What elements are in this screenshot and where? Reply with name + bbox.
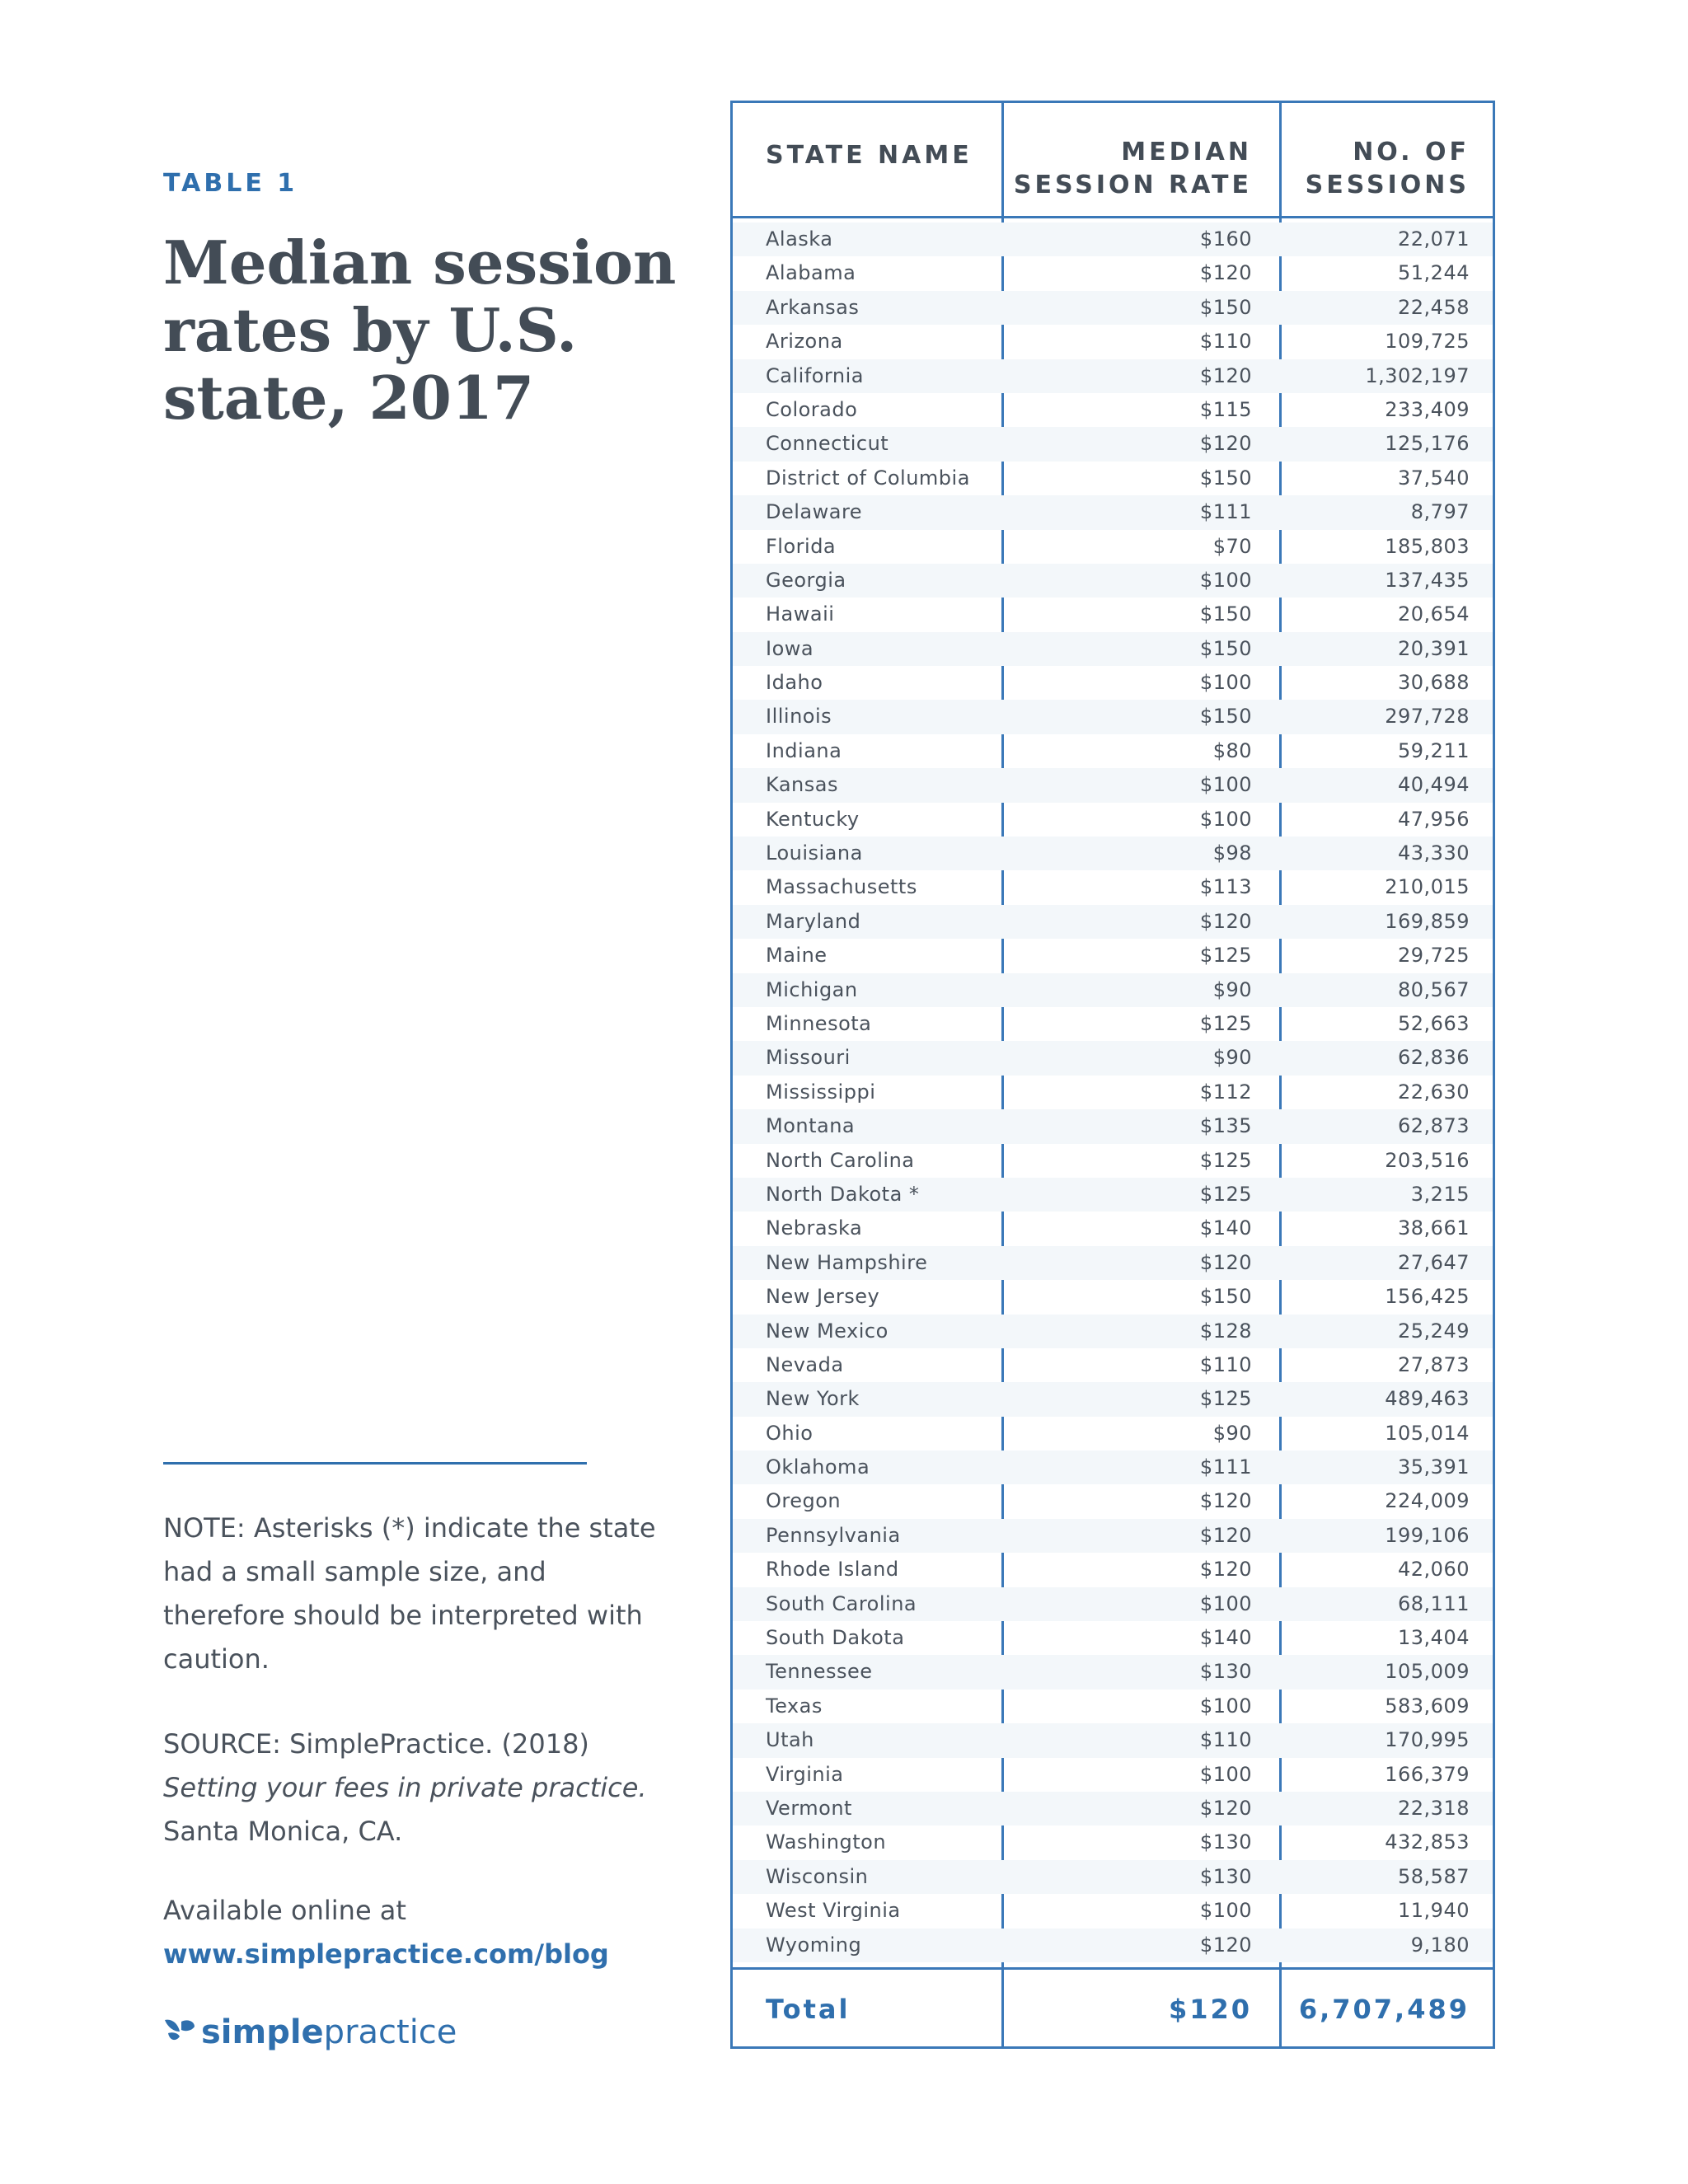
online-availability [163,1889,691,1976]
state-name-cell: Colorado [766,397,858,421]
median-rate-cell: $120 [1199,1489,1252,1513]
total-median-rate: $120 [1168,1994,1252,2025]
median-rate-cell: $120 [1199,432,1252,456]
median-rate-cell: $110 [1199,1728,1252,1752]
median-rate-cell: $100 [1199,1694,1252,1718]
state-name-cell: Michigan [766,977,858,1001]
table-row [733,1621,1493,1655]
median-rate-cell: $100 [1199,1762,1252,1786]
state-name-cell: Nebraska [766,1216,863,1240]
median-rate-cell: $135 [1199,1114,1252,1138]
table-header [733,103,1493,218]
sessions-cell: 3,215 [1410,1182,1470,1206]
sessions-cell: 105,009 [1385,1660,1470,1684]
state-name-cell: Nevada [766,1352,844,1376]
state-name-cell: Mississippi [766,1080,876,1104]
table-row [733,700,1493,733]
table-row [733,291,1493,325]
state-name-cell: Alaska [766,227,833,251]
sessions-cell: 1,302,197 [1365,363,1470,387]
median-rate-cell: $110 [1199,1352,1252,1376]
table-row [733,1587,1493,1621]
sessions-cell: 185,803 [1385,534,1470,558]
state-name-cell: New York [766,1387,860,1411]
median-rate-cell: $150 [1199,602,1252,626]
table-row [733,1246,1493,1280]
median-rate-cell: $120 [1199,1250,1252,1274]
page-title: Median session rates by U.S. state, 2017 [163,227,677,433]
table-row [733,1655,1493,1689]
median-rate-cell: $125 [1199,944,1252,968]
table-row [733,393,1493,427]
sessions-cell: 25,249 [1398,1319,1470,1343]
table-row [733,1109,1493,1143]
sessions-cell: 489,463 [1385,1387,1470,1411]
sessions-cell: 52,663 [1398,1011,1470,1035]
sessions-cell: 199,106 [1385,1523,1470,1547]
median-rate-cell: $120 [1199,1523,1252,1547]
table-row [733,1212,1493,1245]
table-row [733,1382,1493,1416]
blog-link[interactable]: www.simplepractice.com/blog [163,1938,609,1970]
state-name-cell: Vermont [766,1796,852,1820]
table-row [733,223,1493,256]
table-total-row [733,1967,1493,2049]
sessions-cell: 80,567 [1398,977,1470,1001]
median-rate-cell: $110 [1199,330,1252,354]
sessions-cell: 20,654 [1398,602,1470,626]
sessions-cell: 35,391 [1398,1455,1470,1479]
table-row [733,1451,1493,1484]
state-name-cell: South Dakota [766,1626,905,1650]
median-rate-cell: $120 [1199,363,1252,387]
median-rate-cell: $130 [1199,1864,1252,1888]
state-name-cell: Oregon [766,1489,842,1513]
table-row [733,325,1493,359]
table-body [733,223,1493,1962]
table-row [733,1007,1493,1041]
median-rate-cell: $120 [1199,1933,1252,1957]
table-row [733,1519,1493,1553]
state-name-cell: Texas [766,1694,823,1718]
table-row [733,1484,1493,1518]
median-rate-cell: $125 [1199,1148,1252,1172]
median-rate-cell: $90 [1212,977,1252,1001]
sessions-cell: 62,836 [1398,1046,1470,1070]
table-row [733,939,1493,972]
median-rate-cell: $150 [1199,466,1252,490]
table-row [733,666,1493,700]
table-label: TABLE 1 [163,169,298,198]
session-rates-table [730,101,1495,2049]
state-name-cell: Wisconsin [766,1864,869,1888]
table-row [733,734,1493,768]
state-name-cell: Georgia [766,568,846,592]
header-state-name: STATE NAME [766,141,973,170]
table-row [733,973,1493,1007]
state-name-cell: Virginia [766,1762,844,1786]
median-rate-cell: $150 [1199,1285,1252,1309]
table-row [733,256,1493,290]
sessions-cell: 224,009 [1385,1489,1470,1513]
sessions-cell: 43,330 [1398,841,1470,865]
sessions-cell: 42,060 [1398,1558,1470,1582]
state-name-cell: Maine [766,944,828,968]
table-row [733,632,1493,666]
state-name-cell: Tennessee [766,1660,873,1684]
state-name-cell: Rhode Island [766,1558,899,1582]
table-row [733,1758,1493,1792]
median-rate-cell: $98 [1212,841,1252,865]
median-rate-cell: $150 [1199,295,1252,319]
table-row [733,495,1493,529]
table-row [733,1315,1493,1348]
table-row [733,1076,1493,1109]
state-name-cell: Montana [766,1114,856,1138]
sessions-cell: 22,630 [1398,1080,1470,1104]
note-text: NOTE: Asterisks (*) indicate the state had a small sample size, and therefore should be interpreted with caution. [163,1512,656,1675]
sidebar-panel [0,0,725,2184]
state-name-cell: Louisiana [766,841,863,865]
sessions-cell: 22,318 [1398,1796,1470,1820]
state-name-cell: Maryland [766,909,861,933]
median-rate-cell: $140 [1199,1216,1252,1240]
state-name-cell: Idaho [766,671,823,695]
state-name-cell: North Carolina [766,1148,915,1172]
state-name-cell: Kansas [766,773,838,797]
state-name-cell: Minnesota [766,1011,872,1035]
sessions-cell: 47,956 [1398,807,1470,831]
median-rate-cell: $120 [1199,261,1252,285]
table-row [733,1860,1493,1894]
median-rate-cell: $120 [1199,1796,1252,1820]
median-rate-cell: $100 [1199,807,1252,831]
state-name-cell: Utah [766,1728,814,1752]
state-name-cell: New Hampshire [766,1250,928,1274]
logo-wordmark [201,2013,457,2051]
median-rate-cell: $150 [1199,705,1252,729]
state-name-cell: District of Columbia [766,466,970,490]
table-row [733,530,1493,564]
header-no-of-sessions: NO. OF SESSIONS [1305,138,1470,199]
butterfly-icon [163,2017,196,2048]
divider [163,1462,587,1465]
table-row [733,462,1493,495]
median-rate-cell: $125 [1199,1182,1252,1206]
state-name-cell: Ohio [766,1421,814,1445]
state-name-cell: New Mexico [766,1319,889,1343]
median-rate-cell: $100 [1199,1591,1252,1615]
total-sessions: 6,707,489 [1298,1994,1470,2025]
state-name-cell: Hawaii [766,602,835,626]
sessions-cell: 210,015 [1385,875,1470,899]
state-name-cell: Pennsylvania [766,1523,901,1547]
sessions-cell: 233,409 [1385,397,1470,421]
state-name-cell: Alabama [766,261,856,285]
median-rate-cell: $113 [1199,875,1252,899]
sessions-cell: 8,797 [1410,500,1470,524]
sessions-cell: 9,180 [1410,1933,1470,1957]
state-name-cell: Illinois [766,705,832,729]
source-prefix: SOURCE: SimplePractice. (2018) [163,1728,589,1760]
source-citation [163,1722,658,1854]
logo-bold: simple [201,2013,324,2051]
table-row [733,1348,1493,1382]
state-name-cell: Florida [766,534,837,558]
median-rate-cell: $112 [1199,1080,1252,1104]
state-name-cell: West Virginia [766,1899,901,1923]
table-row [733,1792,1493,1825]
sessions-cell: 432,853 [1385,1830,1470,1854]
median-rate-cell: $160 [1199,227,1252,251]
table-row [733,1280,1493,1314]
median-rate-cell: $90 [1212,1421,1252,1445]
sessions-cell: 156,425 [1385,1285,1470,1309]
table-row [733,359,1493,393]
median-rate-cell: $150 [1199,636,1252,660]
median-rate-cell: $125 [1199,1011,1252,1035]
table-row [733,1553,1493,1586]
state-name-cell: Iowa [766,636,814,660]
median-rate-cell: $120 [1199,909,1252,933]
median-rate-cell: $100 [1199,1899,1252,1923]
sessions-cell: 27,873 [1398,1352,1470,1376]
sessions-cell: 169,859 [1385,909,1470,933]
sessions-cell: 40,494 [1398,773,1470,797]
table-row [733,598,1493,631]
median-rate-cell: $90 [1212,1046,1252,1070]
sessions-cell: 105,014 [1385,1421,1470,1445]
sessions-cell: 11,940 [1398,1899,1470,1923]
table-row [733,1178,1493,1212]
state-name-cell: Arizona [766,330,843,354]
state-name-cell: Oklahoma [766,1455,870,1479]
sessions-cell: 297,728 [1385,705,1470,729]
table-row [733,1825,1493,1859]
state-name-cell: Wyoming [766,1933,862,1957]
table-row [733,1144,1493,1178]
table-row [733,837,1493,870]
sessions-cell: 37,540 [1398,466,1470,490]
table-row [733,1041,1493,1075]
median-rate-cell: $128 [1199,1319,1252,1343]
sessions-cell: 29,725 [1398,944,1470,968]
state-name-cell: Connecticut [766,432,889,456]
state-name-cell: Washington [766,1830,887,1854]
table-row [733,1417,1493,1451]
sessions-cell: 51,244 [1398,261,1470,285]
sessions-cell: 27,647 [1398,1250,1470,1274]
sessions-cell: 13,404 [1398,1626,1470,1650]
online-label: Available online at [163,1895,406,1926]
median-rate-cell: $130 [1199,1830,1252,1854]
simplepractice-logo [163,2008,457,2057]
median-rate-cell: $120 [1199,1558,1252,1582]
median-rate-cell: $111 [1199,1455,1252,1479]
state-name-cell: New Jersey [766,1285,880,1309]
sessions-cell: 59,211 [1398,738,1470,762]
sessions-cell: 22,458 [1398,295,1470,319]
median-rate-cell: $80 [1212,738,1252,762]
sessions-cell: 68,111 [1398,1591,1470,1615]
sessions-cell: 62,873 [1398,1114,1470,1138]
state-name-cell: California [766,363,864,387]
table-row [733,427,1493,461]
sessions-cell: 30,688 [1398,671,1470,695]
state-name-cell: Indiana [766,738,842,762]
sessions-cell: 166,379 [1385,1762,1470,1786]
table-row [733,1690,1493,1723]
logo-regular: practice [323,2013,457,2051]
sessions-cell: 20,391 [1398,636,1470,660]
state-name-cell: South Carolina [766,1591,917,1615]
median-rate-cell: $100 [1199,773,1252,797]
sessions-cell: 137,435 [1385,568,1470,592]
sessions-cell: 22,071 [1398,227,1470,251]
state-name-cell: Massachusetts [766,875,917,899]
sessions-cell: 38,661 [1398,1216,1470,1240]
median-rate-cell: $100 [1199,671,1252,695]
table-row [733,1894,1493,1928]
table-row [733,1929,1493,1962]
state-name-cell: Delaware [766,500,863,524]
median-rate-cell: $111 [1199,500,1252,524]
table-row [733,1723,1493,1757]
median-rate-cell: $130 [1199,1660,1252,1684]
median-rate-cell: $100 [1199,568,1252,592]
median-rate-cell: $125 [1199,1387,1252,1411]
table-row [733,905,1493,939]
median-rate-cell: $140 [1199,1626,1252,1650]
table-row [733,768,1493,802]
state-name-cell: Missouri [766,1046,851,1070]
state-name-cell: Arkansas [766,295,860,319]
source-suffix: Santa Monica, CA. [163,1816,403,1847]
sessions-cell: 203,516 [1385,1148,1470,1172]
state-name-cell: North Dakota * [766,1182,920,1206]
header-median-session-rate: MEDIAN SESSION RATE [1013,138,1252,199]
sessions-cell: 125,176 [1385,432,1470,456]
table-row [733,564,1493,598]
median-rate-cell: $115 [1199,397,1252,421]
sessions-cell: 109,725 [1385,330,1470,354]
median-rate-cell: $70 [1212,534,1252,558]
sessions-cell: 170,995 [1385,1728,1470,1752]
source-title: Setting your fees in private practice. [163,1772,647,1803]
state-name-cell: Kentucky [766,807,860,831]
sessions-cell: 583,609 [1385,1694,1470,1718]
total-label: Total [766,1994,851,2025]
table-row [733,870,1493,904]
table-row [733,803,1493,837]
sessions-cell: 58,587 [1398,1864,1470,1888]
